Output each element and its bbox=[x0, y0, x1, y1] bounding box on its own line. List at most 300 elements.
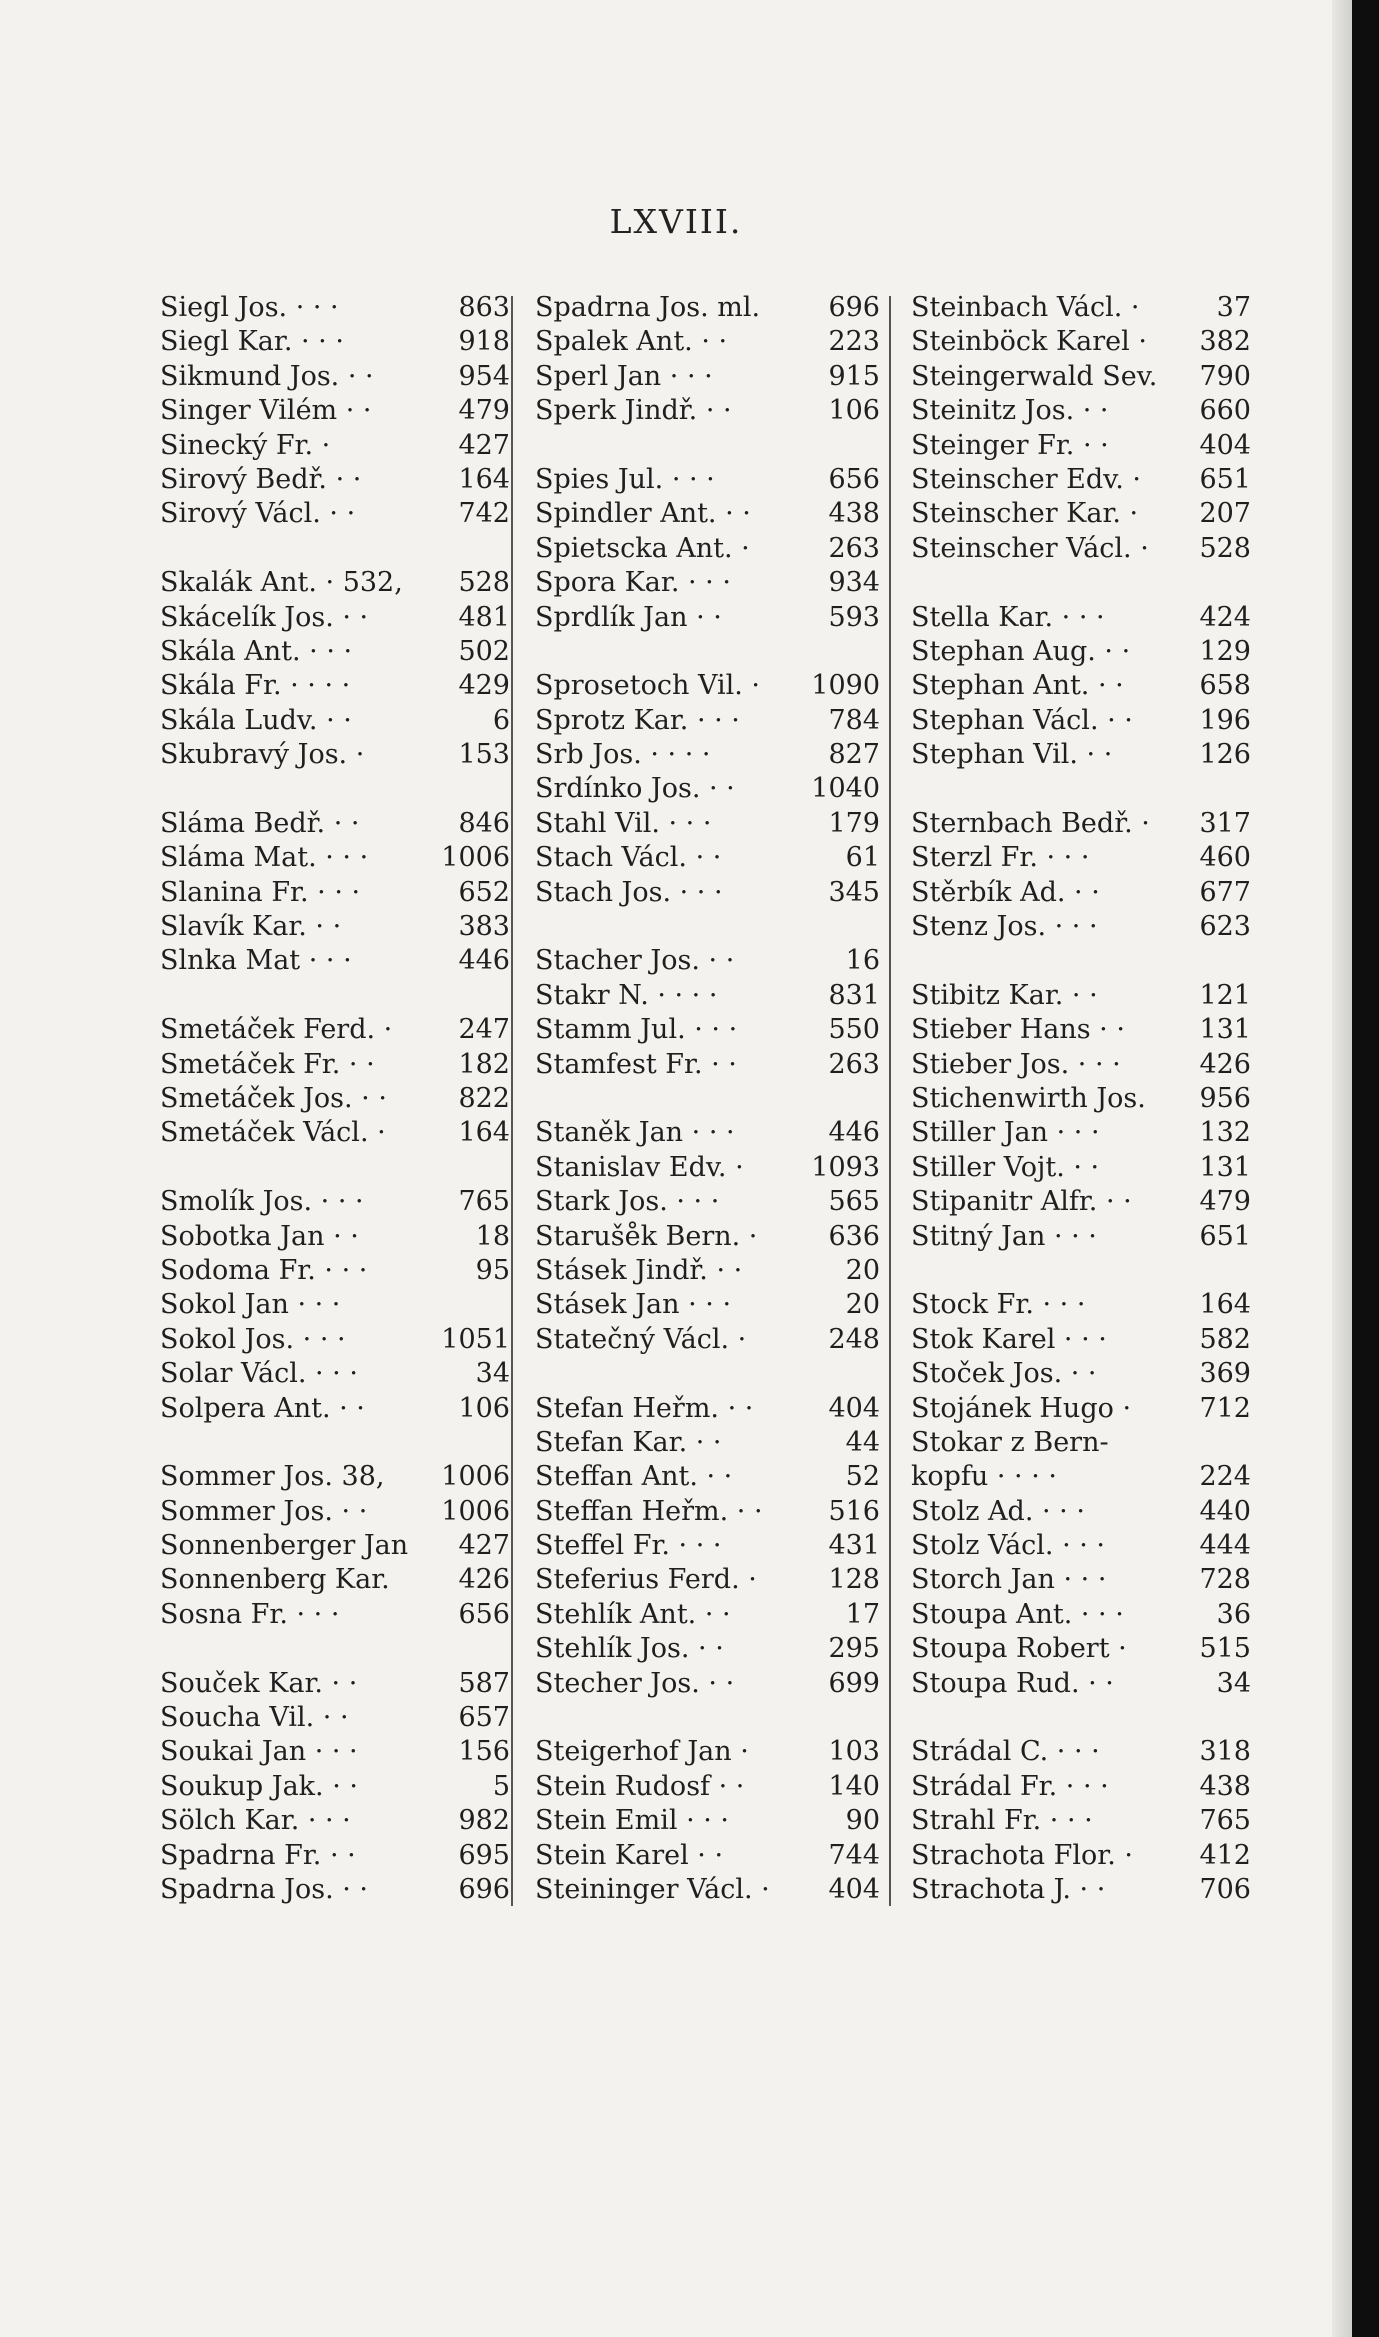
entry-page-number: 660 bbox=[1199, 395, 1251, 427]
index-entry bbox=[535, 1495, 880, 1529]
entry-name: Smetáček Fr. · · bbox=[160, 1048, 375, 1080]
entry-name: Steingerwald Sev. bbox=[911, 360, 1158, 392]
index-entry bbox=[160, 1357, 510, 1391]
entry-page-number: 1051 bbox=[441, 1323, 510, 1355]
entry-name: Spadrna Fr. · · bbox=[160, 1839, 356, 1871]
index-entry bbox=[535, 1735, 880, 1769]
entry-name: Spies Jul. · · · bbox=[535, 463, 715, 495]
entry-name: Sokol Jan · · · bbox=[160, 1289, 341, 1321]
index-entry bbox=[911, 1563, 1251, 1597]
blank-row bbox=[911, 944, 1251, 978]
entry-name: Stieber Jos. · · · bbox=[911, 1048, 1121, 1080]
index-entry bbox=[911, 1632, 1251, 1666]
index-entry bbox=[535, 1804, 880, 1838]
blank-row bbox=[535, 1082, 880, 1116]
entry-page-number: 656 bbox=[828, 463, 880, 495]
index-entry bbox=[535, 772, 880, 806]
index-entry bbox=[535, 497, 880, 531]
entry-page-number: 565 bbox=[828, 1186, 880, 1218]
index-entry bbox=[160, 704, 510, 738]
entry-name: Steffan Heřm. · · bbox=[535, 1495, 763, 1527]
entry-page-number: 822 bbox=[458, 1082, 510, 1114]
entry-name: Stein Karel · · bbox=[535, 1839, 724, 1871]
entry-name: Stitný Jan · · · bbox=[911, 1220, 1097, 1252]
entry-name: Smetáček Václ. · bbox=[160, 1117, 386, 1149]
index-entry bbox=[911, 1151, 1251, 1185]
entry-name: Sobotka Jan · · bbox=[160, 1220, 359, 1252]
index-entry bbox=[535, 1220, 880, 1254]
entry-page-number: 696 bbox=[458, 1873, 510, 1905]
index-entry bbox=[535, 1598, 880, 1632]
index-entry bbox=[911, 635, 1251, 669]
entry-page-number: 440 bbox=[1199, 1495, 1251, 1527]
entry-name: Slnka Mat · · · bbox=[160, 945, 352, 977]
index-entry bbox=[160, 360, 510, 394]
index-entry bbox=[160, 1460, 510, 1494]
entry-name: Strádal Fr. · · · bbox=[911, 1770, 1109, 1802]
index-entry bbox=[160, 738, 510, 772]
index-entry bbox=[911, 463, 1251, 497]
entry-name: Solar Václ. · · · bbox=[160, 1358, 358, 1390]
entry-name: Stahl Vil. · · · bbox=[535, 807, 712, 839]
index-entry bbox=[535, 1426, 880, 1460]
index-entry bbox=[535, 1563, 880, 1597]
entry-name: Srb Jos. · · · · bbox=[535, 739, 711, 771]
entry-page-number: 153 bbox=[458, 739, 510, 771]
entry-name: Sommer Jos. · · bbox=[160, 1495, 368, 1527]
index-entry bbox=[911, 1495, 1251, 1529]
entry-page-number: 427 bbox=[458, 1530, 510, 1562]
blank-row bbox=[911, 1254, 1251, 1288]
entry-page-number: 106 bbox=[828, 395, 880, 427]
entry-name: Stephan Aug. · · bbox=[911, 635, 1131, 667]
entry-name: Soukup Jak. · · bbox=[160, 1770, 358, 1802]
entry-page-number: 516 bbox=[828, 1495, 880, 1527]
entry-page-number: 918 bbox=[458, 326, 510, 358]
entry-name: Steinscher Kar. · bbox=[911, 498, 1139, 530]
entry-page-number: 790 bbox=[1199, 360, 1251, 392]
index-entry bbox=[160, 497, 510, 531]
entry-page-number: 132 bbox=[1199, 1117, 1251, 1149]
entry-page-number: 528 bbox=[1199, 532, 1251, 564]
index-entry bbox=[535, 807, 880, 841]
entry-page-number: 444 bbox=[1199, 1530, 1251, 1562]
entry-page-number: 164 bbox=[1199, 1289, 1251, 1321]
entry-name: Spalek Ant. · · bbox=[535, 326, 728, 358]
index-entry bbox=[911, 1048, 1251, 1082]
entry-page-number: 623 bbox=[1199, 911, 1251, 943]
entry-page-number: 915 bbox=[828, 360, 880, 392]
entry-name: kopfu · · · · bbox=[911, 1461, 1057, 1493]
entry-name: Stefan Kar. · · bbox=[535, 1426, 722, 1458]
page-edge-shadow bbox=[1332, 0, 1352, 2337]
entry-page-number: 827 bbox=[828, 739, 880, 771]
entry-name: Sprotz Kar. · · · bbox=[535, 704, 740, 736]
entry-name: Stěrbík Ad. · · bbox=[911, 876, 1100, 908]
entry-name: Sirový Václ. · · bbox=[160, 498, 356, 530]
blank-row bbox=[160, 772, 510, 806]
entry-name: Skalák Ant. · 532, bbox=[160, 567, 403, 599]
entry-name: Stach Václ. · · bbox=[535, 842, 722, 874]
index-entry bbox=[160, 1667, 510, 1701]
index-entry bbox=[535, 738, 880, 772]
entry-page-number: 224 bbox=[1199, 1461, 1251, 1493]
entry-name: Stoupa Rud. · · bbox=[911, 1667, 1114, 1699]
index-entry bbox=[535, 394, 880, 428]
index-entry bbox=[535, 291, 880, 325]
index-entry bbox=[160, 1598, 510, 1632]
index-entry bbox=[160, 601, 510, 635]
entry-name: Stehlík Jos. · · bbox=[535, 1633, 724, 1665]
entry-name: Spadrna Jos. · · bbox=[160, 1873, 368, 1905]
index-entry bbox=[160, 1701, 510, 1735]
entry-page-number: 1006 bbox=[441, 842, 510, 874]
index-entry bbox=[160, 1495, 510, 1529]
index-entry bbox=[535, 841, 880, 875]
index-entry bbox=[535, 876, 880, 910]
entry-page-number: 593 bbox=[828, 601, 880, 633]
entry-page-number: 412 bbox=[1199, 1839, 1251, 1871]
index-entry bbox=[911, 1185, 1251, 1219]
index-entry bbox=[160, 1392, 510, 1426]
entry-name: Stiller Vojt. · · bbox=[911, 1151, 1100, 1183]
entry-page-number: 651 bbox=[1199, 463, 1251, 495]
entry-name: Sirový Bedř. · · bbox=[160, 463, 362, 495]
index-entry bbox=[535, 463, 880, 497]
index-entry bbox=[160, 1770, 510, 1804]
entry-name: Stefan Heřm. · · bbox=[535, 1392, 754, 1424]
entry-page-number: 34 bbox=[475, 1358, 510, 1390]
index-column-1 bbox=[160, 291, 510, 1907]
index-entry bbox=[911, 1116, 1251, 1150]
entry-name: Stenz Jos. · · · bbox=[911, 911, 1098, 943]
entry-name: Stephan Ant. · · bbox=[911, 670, 1124, 702]
entry-page-number: 18 bbox=[475, 1220, 510, 1252]
entry-name: Stoupa Robert · bbox=[911, 1633, 1127, 1665]
entry-page-number: 934 bbox=[828, 567, 880, 599]
entry-name: Sinecký Fr. · bbox=[160, 429, 331, 461]
entry-page-number: 728 bbox=[1199, 1564, 1251, 1596]
entry-page-number: 831 bbox=[828, 979, 880, 1011]
index-entry bbox=[160, 1048, 510, 1082]
entry-page-number: 37 bbox=[1216, 292, 1251, 323]
index-entry bbox=[535, 1288, 880, 1322]
entry-page-number: 404 bbox=[828, 1873, 880, 1905]
index-entry bbox=[911, 876, 1251, 910]
index-entry bbox=[160, 807, 510, 841]
entry-page-number: 131 bbox=[1199, 1151, 1251, 1183]
entry-name: Skácelík Jos. · · bbox=[160, 601, 369, 633]
index-entry bbox=[160, 1323, 510, 1357]
entry-name: Stein Rudosf · · bbox=[535, 1770, 745, 1802]
blank-row bbox=[160, 1151, 510, 1185]
index-entry bbox=[160, 394, 510, 428]
index-entry bbox=[535, 1013, 880, 1047]
entry-name: Stokar z Bern- bbox=[911, 1426, 1109, 1458]
entry-page-number: 696 bbox=[828, 292, 880, 323]
entry-page-number: 404 bbox=[1199, 429, 1251, 461]
entry-name: Stecher Jos. · · bbox=[535, 1667, 735, 1699]
index-entry bbox=[911, 394, 1251, 428]
entry-page-number: 550 bbox=[828, 1014, 880, 1046]
entry-page-number: 846 bbox=[458, 807, 510, 839]
entry-page-number: 863 bbox=[458, 292, 510, 323]
entry-page-number: 460 bbox=[1199, 842, 1251, 874]
entry-page-number: 712 bbox=[1199, 1392, 1251, 1424]
entry-name: Stichenwirth Jos. bbox=[911, 1082, 1146, 1114]
entry-name: Stolz Václ. · · · bbox=[911, 1530, 1105, 1562]
entry-page-number: 1006 bbox=[441, 1495, 510, 1527]
index-entry bbox=[535, 669, 880, 703]
entry-page-number: 652 bbox=[458, 876, 510, 908]
entry-name: Stakr N. · · · · bbox=[535, 979, 718, 1011]
index-entry bbox=[911, 1770, 1251, 1804]
entry-page-number: 263 bbox=[828, 1048, 880, 1080]
entry-name: Stásek Jindř. · · bbox=[535, 1254, 743, 1286]
entry-page-number: 1040 bbox=[811, 773, 880, 805]
index-entry bbox=[911, 325, 1251, 359]
entry-page-number: 182 bbox=[458, 1048, 510, 1080]
index-entry bbox=[911, 704, 1251, 738]
entry-page-number: 784 bbox=[828, 704, 880, 736]
entry-page-number: 20 bbox=[845, 1289, 880, 1321]
entry-name: Steferius Ferd. · bbox=[535, 1564, 757, 1596]
entry-page-number: 20 bbox=[845, 1254, 880, 1286]
index-entry bbox=[535, 1632, 880, 1666]
index-entry bbox=[911, 429, 1251, 463]
entry-page-number: 318 bbox=[1199, 1736, 1251, 1768]
entry-page-number: 345 bbox=[828, 876, 880, 908]
entry-page-number: 481 bbox=[458, 601, 510, 633]
index-column-3 bbox=[911, 291, 1251, 1907]
column-divider-1 bbox=[511, 296, 513, 1906]
index-entry bbox=[160, 1185, 510, 1219]
entry-page-number: 431 bbox=[828, 1530, 880, 1562]
index-entry bbox=[535, 1185, 880, 1219]
entry-page-number: 446 bbox=[828, 1117, 880, 1149]
entry-page-number: 196 bbox=[1199, 704, 1251, 736]
blank-row bbox=[535, 1357, 880, 1391]
entry-page-number: 179 bbox=[828, 807, 880, 839]
entry-name: Skála Fr. · · · · bbox=[160, 670, 351, 702]
entry-page-number: 128 bbox=[828, 1564, 880, 1596]
entry-name: Stella Kar. · · · bbox=[911, 601, 1105, 633]
entry-name: Spietscka Ant. · bbox=[535, 532, 750, 564]
entry-name: Soukai Jan · · · bbox=[160, 1736, 358, 1768]
entry-page-number: 95 bbox=[475, 1254, 510, 1286]
entry-name: Skála Ant. · · · bbox=[160, 635, 353, 667]
blank-row bbox=[160, 532, 510, 566]
index-entry bbox=[160, 910, 510, 944]
entry-page-number: 106 bbox=[458, 1392, 510, 1424]
index-entry bbox=[535, 1460, 880, 1494]
entry-name: Slavík Kar. · · bbox=[160, 911, 342, 943]
entry-name: Sikmund Jos. · · bbox=[160, 360, 374, 392]
index-entry bbox=[535, 704, 880, 738]
index-entry bbox=[911, 532, 1251, 566]
entry-page-number: 446 bbox=[458, 945, 510, 977]
blank-row bbox=[535, 429, 880, 463]
entry-name: Sláma Bedř. · · bbox=[160, 807, 360, 839]
entry-page-number: 677 bbox=[1199, 876, 1251, 908]
index-entry bbox=[535, 1529, 880, 1563]
blank-row bbox=[535, 635, 880, 669]
index-entry bbox=[911, 360, 1251, 394]
entry-page-number: 699 bbox=[828, 1667, 880, 1699]
entry-name: Srdínko Jos. · · bbox=[535, 773, 735, 805]
index-entry bbox=[160, 1013, 510, 1047]
index-entry bbox=[535, 1151, 880, 1185]
entry-page-number: 6 bbox=[492, 704, 510, 736]
entry-name: Stach Jos. · · · bbox=[535, 876, 723, 908]
index-entry bbox=[911, 1804, 1251, 1838]
entry-page-number: 404 bbox=[828, 1392, 880, 1424]
entry-page-number: 1093 bbox=[811, 1151, 880, 1183]
index-entry bbox=[535, 1667, 880, 1701]
entry-name: Stieber Hans · · bbox=[911, 1014, 1125, 1046]
index-entry bbox=[535, 360, 880, 394]
entry-name: Sokol Jos. · · · bbox=[160, 1323, 346, 1355]
entry-name: Stolz Ad. · · · bbox=[911, 1495, 1085, 1527]
index-entry bbox=[911, 1082, 1251, 1116]
blank-row bbox=[160, 979, 510, 1013]
entry-name: Strádal C. · · · bbox=[911, 1736, 1100, 1768]
entry-page-number: 164 bbox=[458, 1117, 510, 1149]
entry-page-number: 636 bbox=[828, 1220, 880, 1252]
entry-name: Skála Ludv. · · bbox=[160, 704, 352, 736]
index-entry bbox=[160, 1082, 510, 1116]
index-entry bbox=[535, 566, 880, 600]
entry-page-number: 34 bbox=[1216, 1667, 1251, 1699]
index-entry bbox=[160, 1529, 510, 1563]
entry-page-number: 247 bbox=[458, 1014, 510, 1046]
entry-name: Spindler Ant. · · bbox=[535, 498, 751, 530]
index-entry bbox=[160, 325, 510, 359]
index-entry bbox=[535, 1873, 880, 1907]
entry-name: Stoček Jos. · · bbox=[911, 1358, 1097, 1390]
entry-page-number: 126 bbox=[1199, 739, 1251, 771]
index-entry bbox=[911, 1460, 1251, 1494]
index-entry bbox=[911, 841, 1251, 875]
entry-page-number: 742 bbox=[458, 498, 510, 530]
entry-name: Stephan Vil. · · bbox=[911, 739, 1113, 771]
index-entry bbox=[535, 979, 880, 1013]
index-entry bbox=[160, 1563, 510, 1597]
entry-page-number: 657 bbox=[458, 1702, 510, 1734]
entry-page-number: 982 bbox=[458, 1805, 510, 1837]
entry-name: Strahl Fr. · · · bbox=[911, 1805, 1093, 1837]
index-entry bbox=[911, 601, 1251, 635]
index-entry bbox=[535, 1323, 880, 1357]
entry-page-number: 5 bbox=[492, 1770, 510, 1802]
entry-page-number: 438 bbox=[1199, 1770, 1251, 1802]
index-entry bbox=[911, 1220, 1251, 1254]
page-number-header: LXVIII. bbox=[609, 202, 743, 241]
entry-page-number: 140 bbox=[828, 1770, 880, 1802]
index-entry bbox=[160, 841, 510, 875]
index-entry bbox=[911, 1839, 1251, 1873]
entry-page-number: 438 bbox=[828, 498, 880, 530]
entry-page-number: 317 bbox=[1199, 807, 1251, 839]
entry-name: Sodoma Fr. · · · bbox=[160, 1254, 368, 1286]
entry-name: Steinscher Edv. · bbox=[911, 463, 1141, 495]
index-entry bbox=[160, 1254, 510, 1288]
index-entry bbox=[535, 1048, 880, 1082]
index-entry bbox=[535, 532, 880, 566]
entry-page-number: 121 bbox=[1199, 979, 1251, 1011]
entry-name: Skubravý Jos. · bbox=[160, 739, 365, 771]
entry-page-number: 263 bbox=[828, 532, 880, 564]
entry-name: Steinböck Karel · bbox=[911, 326, 1147, 358]
entry-page-number: 36 bbox=[1216, 1598, 1251, 1630]
entry-name: Steinitz Jos. · · bbox=[911, 395, 1109, 427]
entry-page-number: 427 bbox=[458, 429, 510, 461]
entry-name: Singer Vilém · · bbox=[160, 395, 372, 427]
entry-name: Sonnenberger Jan bbox=[160, 1530, 409, 1562]
index-entry bbox=[911, 807, 1251, 841]
entry-name: Steffel Fr. · · · bbox=[535, 1530, 722, 1562]
entry-name: Steinbach Václ. · bbox=[911, 292, 1140, 323]
index-entry bbox=[160, 1116, 510, 1150]
entry-name: Stein Emil · · · bbox=[535, 1805, 730, 1837]
entry-page-number: 129 bbox=[1199, 635, 1251, 667]
index-entry bbox=[160, 1735, 510, 1769]
entry-name: Spadrna Jos. ml. bbox=[535, 292, 761, 323]
entry-page-number: 383 bbox=[458, 911, 510, 943]
entry-page-number: 1006 bbox=[441, 1461, 510, 1493]
entry-name: Sláma Mat. · · · bbox=[160, 842, 369, 874]
index-entry bbox=[160, 291, 510, 325]
entry-page-number: 744 bbox=[828, 1839, 880, 1871]
index-entry bbox=[911, 1873, 1251, 1907]
entry-page-number: 765 bbox=[1199, 1805, 1251, 1837]
entry-page-number: 658 bbox=[1199, 670, 1251, 702]
entry-name: Sternbach Bedř. · bbox=[911, 807, 1150, 839]
entry-name: Strachota J. · · bbox=[911, 1873, 1106, 1905]
entry-name: Storch Jan · · · bbox=[911, 1564, 1107, 1596]
entry-name: Stoupa Ant. · · · bbox=[911, 1598, 1124, 1630]
entry-page-number: 131 bbox=[1199, 1014, 1251, 1046]
entry-page-number: 515 bbox=[1199, 1633, 1251, 1665]
entry-page-number: 90 bbox=[845, 1805, 880, 1837]
entry-name: Stacher Jos. · · bbox=[535, 945, 735, 977]
entry-page-number: 156 bbox=[458, 1736, 510, 1768]
entry-name: Stiller Jan · · · bbox=[911, 1117, 1100, 1149]
index-entry bbox=[160, 463, 510, 497]
entry-page-number: 52 bbox=[845, 1461, 880, 1493]
index-entry bbox=[160, 1804, 510, 1838]
index-entry bbox=[535, 1254, 880, 1288]
entry-name: Staruše̊k Bern. · bbox=[535, 1220, 758, 1252]
index-entry bbox=[160, 944, 510, 978]
index-entry bbox=[535, 601, 880, 635]
index-entry bbox=[911, 1323, 1251, 1357]
entry-page-number: 223 bbox=[828, 326, 880, 358]
entry-page-number: 656 bbox=[458, 1598, 510, 1630]
index-entry bbox=[911, 291, 1251, 325]
index-entry bbox=[535, 1116, 880, 1150]
index-entry bbox=[911, 1013, 1251, 1047]
entry-name: Slanina Fr. · · · bbox=[160, 876, 361, 908]
index-entry bbox=[535, 944, 880, 978]
entry-name: Stamm Jul. · · · bbox=[535, 1014, 738, 1046]
index-entry bbox=[911, 910, 1251, 944]
entry-name: Sperl Jan · · · bbox=[535, 360, 713, 392]
index-column-2 bbox=[535, 291, 880, 1907]
index-entry bbox=[160, 429, 510, 463]
entry-page-number: 103 bbox=[828, 1736, 880, 1768]
index-entry bbox=[911, 1392, 1251, 1426]
